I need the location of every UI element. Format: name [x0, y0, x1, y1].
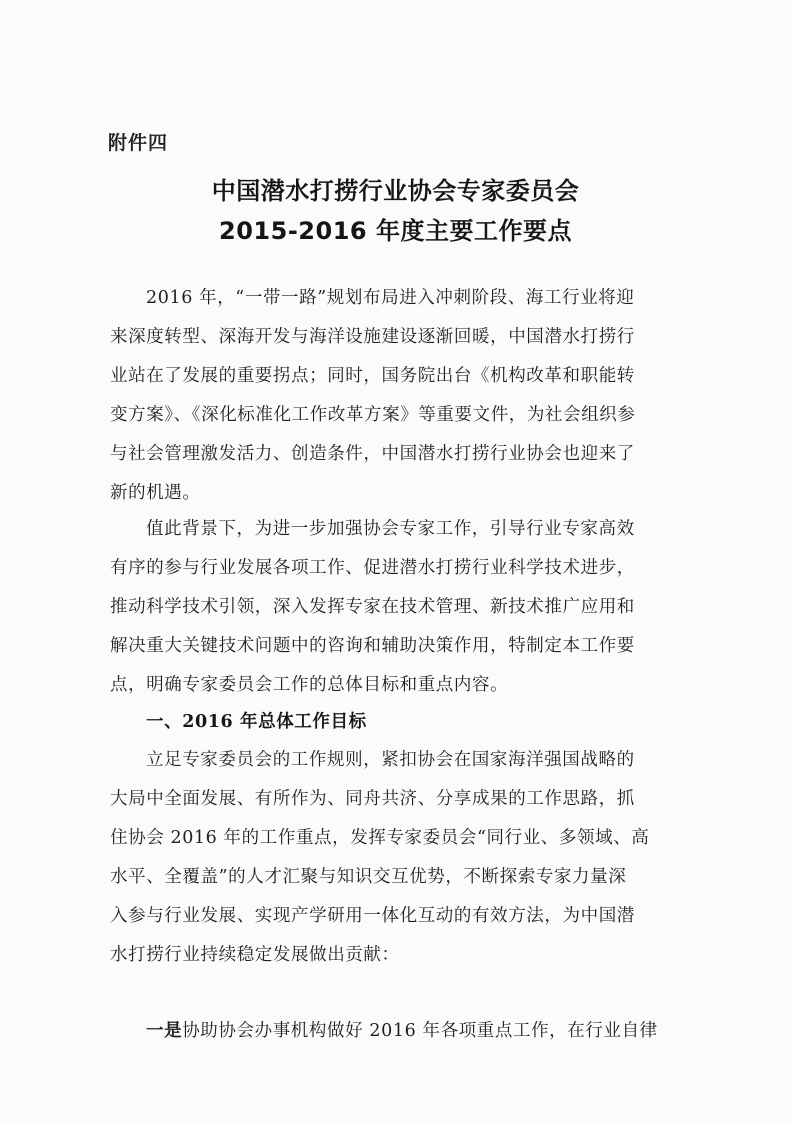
- paragraph-line: 推动科学技术引领，深入发挥专家在技术管理、新技术推广应用和: [110, 597, 635, 617]
- paragraph-lead-rest: 协助协会办事机构做好 2016 年各项重点工作，在行业自律: [182, 1021, 658, 1041]
- paragraph-line: 业站在了发展的重要拐点；同时，国务院出台《机构改革和职能转: [110, 366, 635, 386]
- paragraph-line: 2016 年，“一带一路”规划布局进入冲刺阶段、海工行业将迎: [146, 288, 635, 308]
- paragraph-line: 水平、全覆盖”的人才汇聚与知识交互优势，不断探索专家力量深: [110, 867, 627, 887]
- paragraph-line: 与社会管理激发活力、创造条件，中国潜水打捞行业协会也迎来了: [110, 444, 635, 464]
- paragraph-4: [110, 1012, 690, 1051]
- paragraph-2: [110, 510, 690, 705]
- paragraph-line: [110, 1012, 690, 1051]
- paragraph-line: 解决重大关键技术问题中的咨询和辅助决策作用，特制定本工作要: [110, 636, 635, 656]
- document-title-line1: 中国潜水打捞行业协会专家委员会: [211, 177, 580, 205]
- paragraph-line: 有序的参与行业发展各项工作、促进潜水打捞行业科学技术进步，: [110, 558, 635, 578]
- paragraph-1: [110, 279, 690, 513]
- paragraph-line: 变方案》、《深化标准化工作改革方案》等重要文件，为社会组织参: [110, 405, 636, 425]
- paragraph-lead: 一是: [146, 1021, 183, 1041]
- document-title-line2: 2015-2016 年度主要工作要点: [219, 217, 572, 245]
- paragraph-line: 住协会 2016 年的工作重点，发挥专家委员会“同行业、多领域、高: [110, 828, 650, 848]
- paragraph-line: 入参与行业发展、实现产学研用一体化互动的有效方法，为中国潜: [110, 906, 635, 926]
- paragraph-line: 来深度转型、深海开发与海洋设施建设逐渐回暖，中国潜水打捞行: [110, 327, 635, 347]
- paragraph-line: 水打捞行业持续稳定发展做出贡献：: [110, 945, 400, 965]
- paragraph-3: [110, 741, 690, 975]
- paragraph-line: 值此背景下，为进一步加强协会专家工作，引导行业专家高效: [146, 519, 635, 539]
- paragraph-line: 立足专家委员会的工作规则，紧扣协会在国家海洋强国战略的: [146, 750, 635, 770]
- section-heading-1: 一、2016 年总体工作目标: [146, 712, 367, 732]
- paragraph-line: 新的机遇。: [110, 483, 201, 503]
- paragraph-line: 大局中全面发展、有所作为、同舟共济、分享成果的工作思路，抓: [110, 789, 635, 809]
- attachment-label: 附件四: [108, 132, 169, 154]
- paragraph-line: 点，明确专家委员会工作的总体目标和重点内容。: [110, 675, 509, 695]
